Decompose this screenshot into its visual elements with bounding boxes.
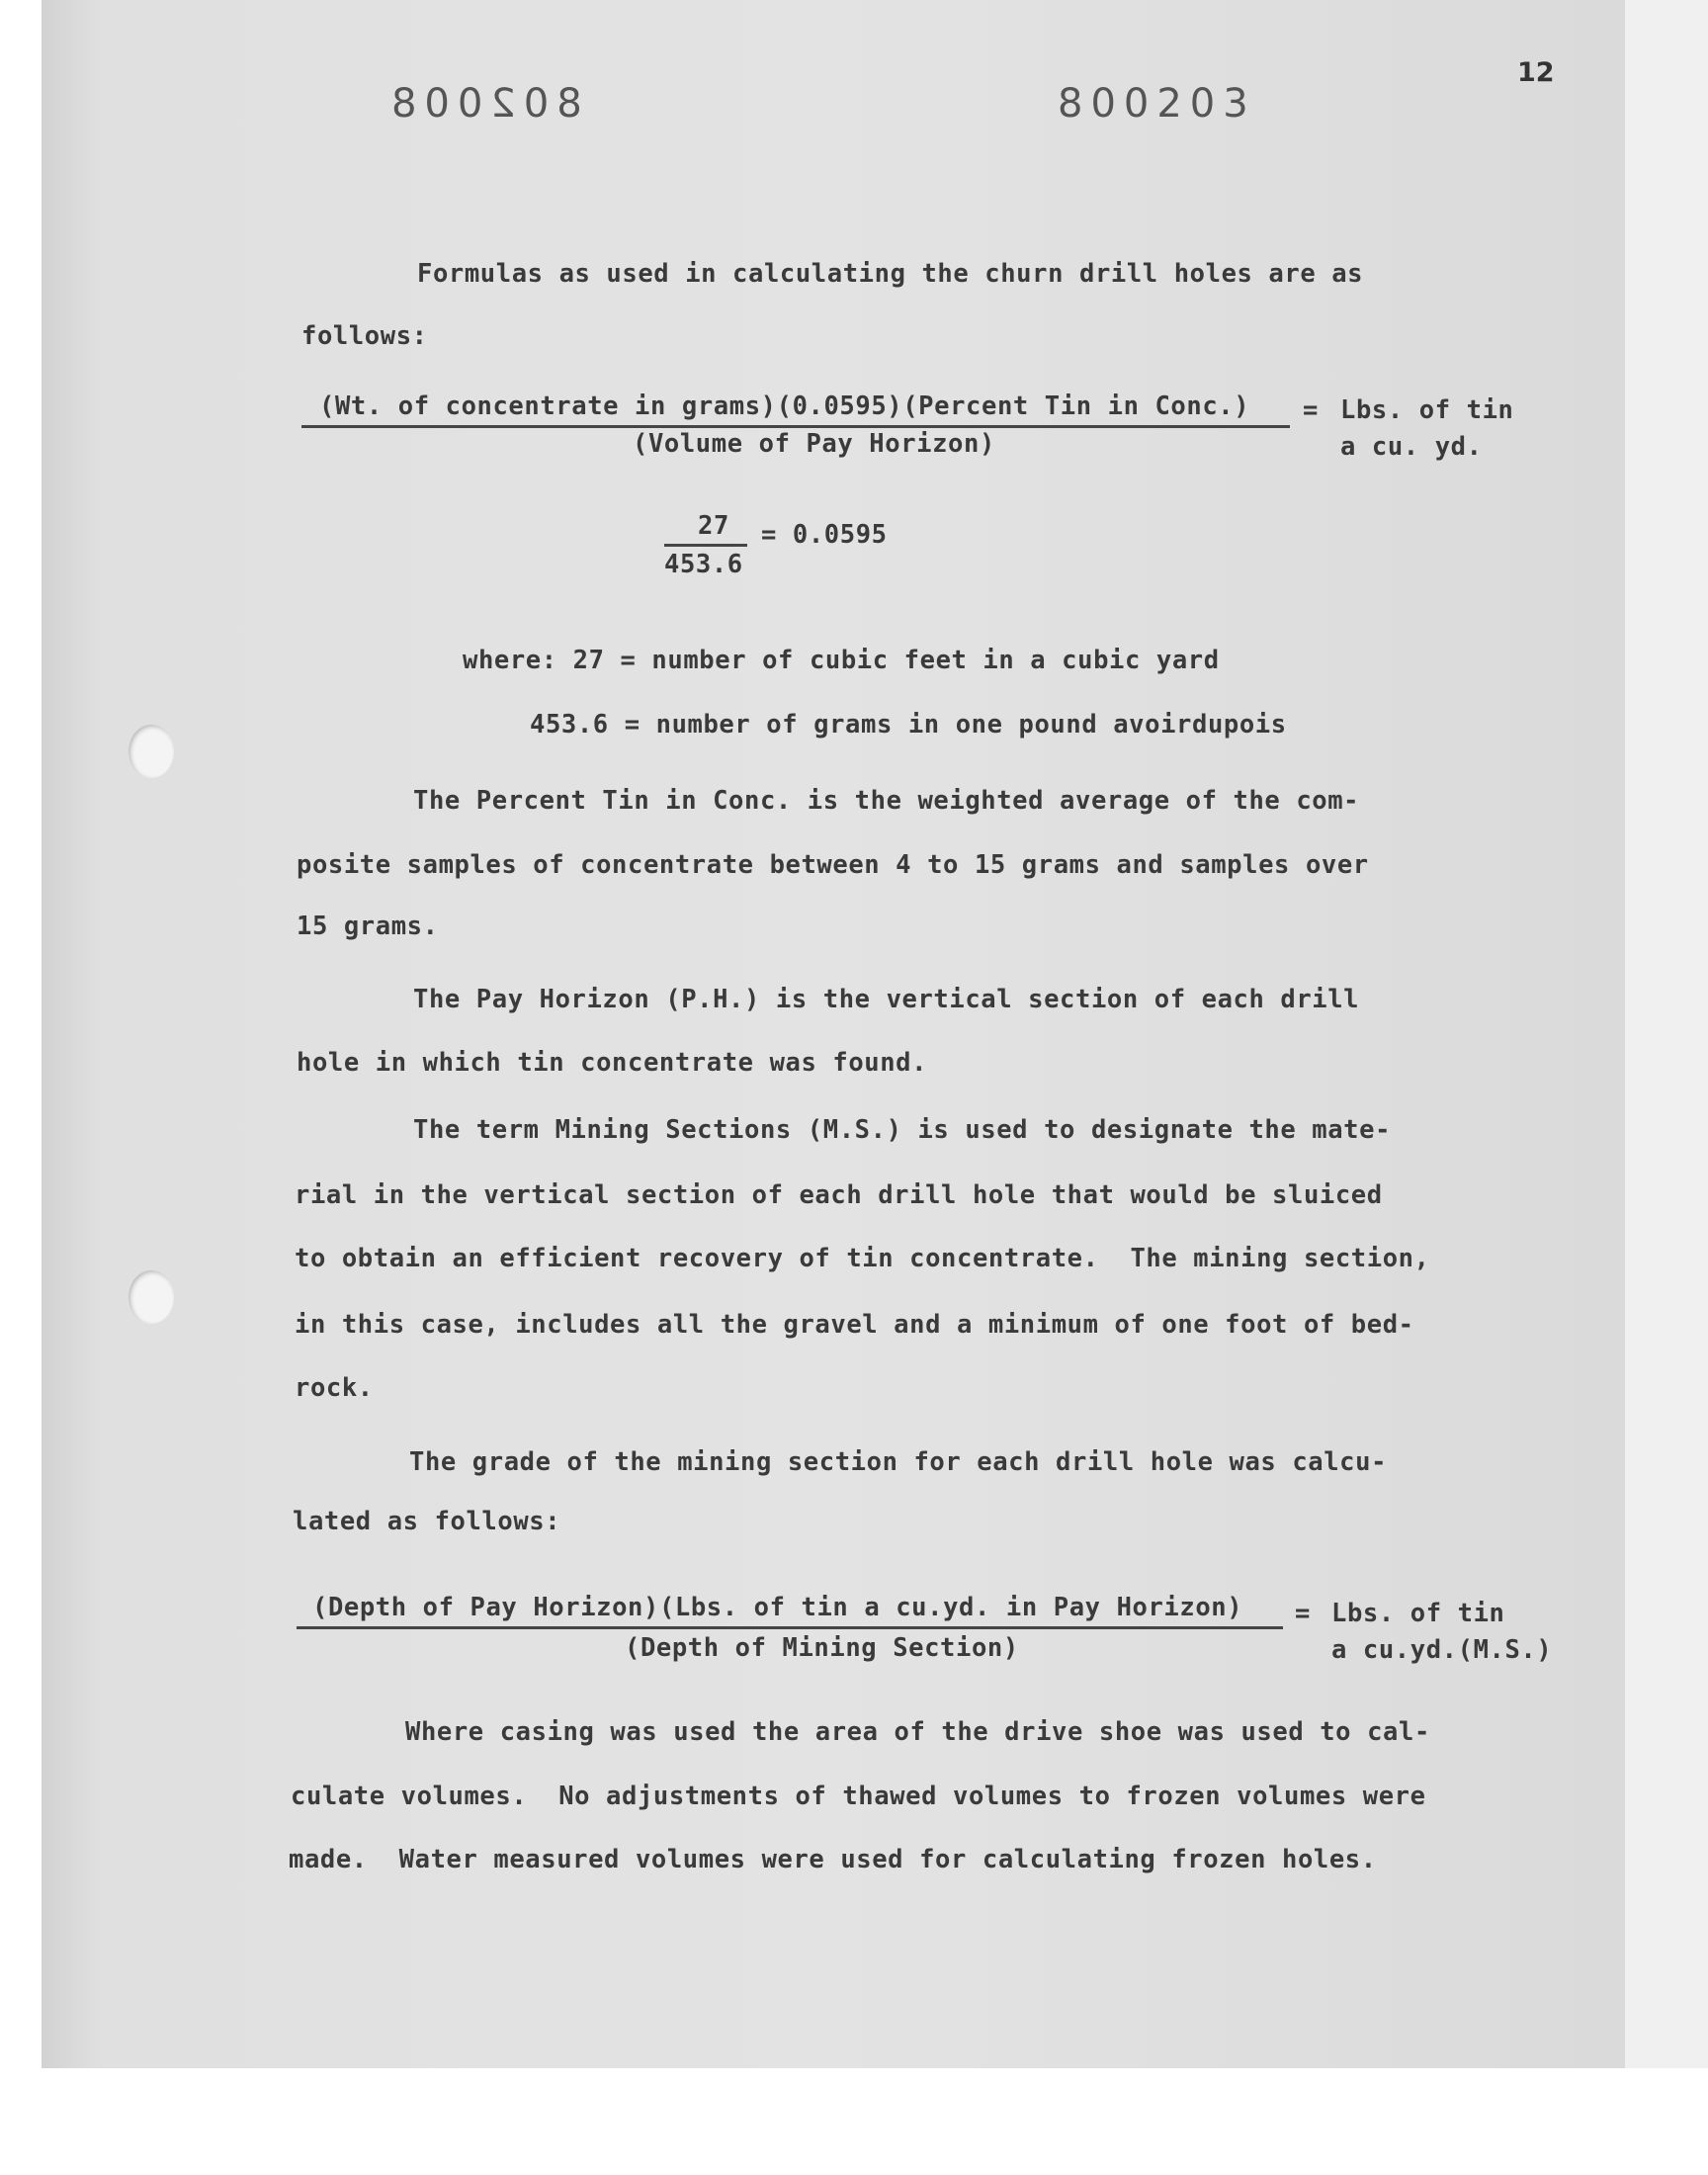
punch-hole-bottom [128, 1270, 174, 1324]
formula2-numerator: (Depth of Pay Horizon)(Lbs. of tin a cu.yd. in Pay Horizon) [312, 1593, 1243, 1622]
stamp-mirrored-number: 802008 [384, 81, 582, 127]
para-mining-line-3: to obtain an efficient recovery of tin concentrate. The mining section, [295, 1244, 1430, 1273]
para-casing-line-1: Where casing was used the area of the drive shoe was used to cal- [405, 1717, 1430, 1747]
para-pay-line-1: The Pay Horizon (P.H.) is the vertical section of each drill [413, 985, 1360, 1014]
para-mining-line-2: rial in the vertical section of each drill hole that would be sluiced [295, 1180, 1383, 1210]
constant-numerator: 27 [698, 511, 729, 541]
intro-line-1: Formulas as used in calculating the churn drill holes are as [417, 259, 1364, 289]
para-pay-line-2: hole in which tin concentrate was found. [297, 1048, 928, 1078]
formula1-equals: = [1303, 395, 1319, 425]
para-casing-line-3: made. Water measured volumes were used for calculating frozen holes. [289, 1845, 1377, 1874]
formula1-result-line-1: Lbs. of tin [1340, 395, 1514, 425]
where-line-1: where: 27 = number of cubic feet in a cubic yard [463, 646, 1220, 675]
punch-hole-top [128, 725, 174, 778]
stamp-document-number: 800203 [1058, 81, 1256, 127]
scan-margin [1625, 0, 1708, 2068]
constant-equals: = 0.0595 [761, 520, 888, 550]
document-page [42, 0, 1625, 2068]
formula2-fraction-bar [297, 1626, 1283, 1629]
formula2-denominator: (Depth of Mining Section) [625, 1633, 1019, 1663]
constant-fraction-bar [664, 544, 747, 547]
formula1-result-line-2: a cu. yd. [1340, 432, 1483, 462]
para-tin-line-1: The Percent Tin in Conc. is the weighted average of the com- [413, 786, 1360, 816]
formula2-result-line-2: a cu.yd.(M.S.) [1331, 1635, 1553, 1665]
page-number: 12 [1517, 57, 1555, 88]
where-line-2: 453.6 = number of grams in one pound avoirdupois [530, 710, 1287, 740]
para-grade-line-2: lated as follows: [293, 1507, 561, 1536]
para-casing-line-2: culate volumes. No adjustments of thawed volumes to frozen volumes were [291, 1782, 1426, 1811]
para-mining-line-5: rock. [295, 1373, 374, 1403]
formula2-result-line-1: Lbs. of tin [1331, 1599, 1505, 1628]
formula2-equals: = [1295, 1599, 1311, 1628]
para-mining-line-1: The term Mining Sections (M.S.) is used to designate the mate- [413, 1115, 1392, 1145]
para-tin-line-3: 15 grams. [297, 912, 439, 941]
formula1-numerator: (Wt. of concentrate in grams)(0.0595)(Percent Tin in Conc.) [319, 392, 1250, 421]
para-tin-line-2: posite samples of concentrate between 4 to 15 grams and samples over [297, 850, 1369, 880]
intro-line-2: follows: [301, 321, 428, 351]
para-grade-line-1: The grade of the mining section for each drill hole was calcu- [409, 1447, 1388, 1477]
formula1-denominator: (Volume of Pay Horizon) [633, 429, 995, 459]
para-mining-line-4: in this case, includes all the gravel and a minimum of one foot of bed- [295, 1310, 1414, 1340]
constant-denominator: 453.6 [664, 550, 743, 579]
formula1-fraction-bar [301, 425, 1290, 428]
